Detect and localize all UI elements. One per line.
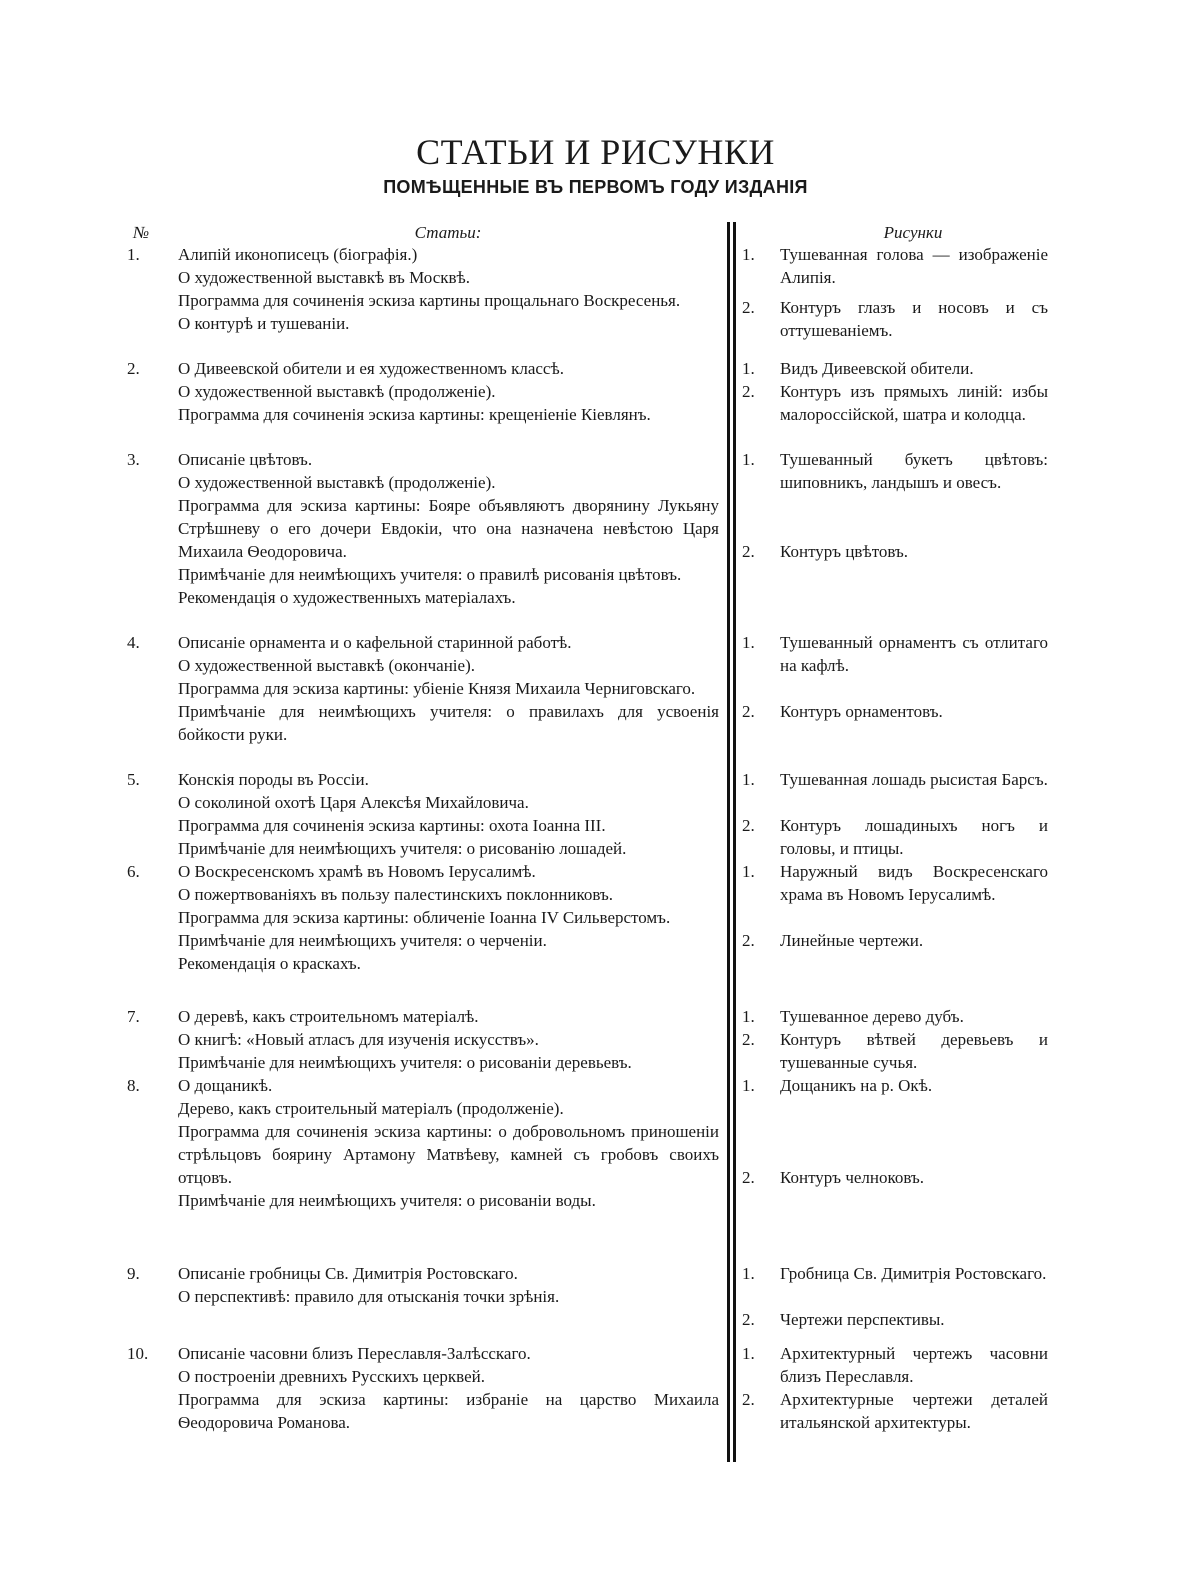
picture-number: 2. [742, 1390, 755, 1409]
article-line: Примѣчаніе для неимѣющихъ учителя: о черченіи. [178, 931, 547, 950]
picture-number: 1. [742, 1344, 755, 1363]
picture-title: Гробница Св. Димитрія Ростовскаго. [780, 1264, 1047, 1283]
picture-number: 2. [742, 931, 755, 950]
article-line: Рекомендація о художественныхъ матеріалахъ. [178, 588, 516, 607]
picture-number: 1. [742, 245, 755, 264]
article-line: Описаніе орнамента и о кафельной старинной работѣ. [178, 633, 572, 652]
article-line: Примѣчаніе для неимѣющихъ учителя: о правилѣ рисованія цвѣтовъ. [178, 565, 682, 584]
article-line: Примѣчаніе для неимѣющихъ учителя: о рисованію лошадей. [178, 839, 627, 858]
picture-number: 1. [742, 633, 755, 652]
article-line: О художественной выставкѣ (окончаніе). [178, 656, 475, 675]
article-line: О художественной выставкѣ въ Москвѣ. [178, 268, 471, 287]
picture-number: 2. [742, 816, 755, 835]
article-line: Программа для эскиза картины: убіеніе Князя Михаила Черниговскаго. [178, 679, 696, 698]
articles-cell [178, 1074, 719, 1212]
article-line: Программа для сочиненія эскиза картины: крещеніеніе Кіевлянъ. [178, 405, 651, 424]
picture-title: Архитектурные чертежи деталей итальянской архитектуры. [780, 1390, 1048, 1432]
page-subtitle: ПОМѢЩЕННЫЕ ВЪ ПЕРВОМЪ ГОДУ ИЗДАНІЯ [383, 177, 808, 197]
article-line: О художественной выставкѣ (продолженіе). [178, 473, 496, 492]
article-line: Примѣчаніе для неимѣющихъ учителя: о правилахъ для усвоенія бойкости руки. [178, 702, 719, 744]
articles-cell [178, 1342, 719, 1434]
picture-number: 1. [742, 770, 755, 789]
article-line: О контурѣ и тушеваніи. [178, 314, 350, 333]
picture-title: Дощаникъ на р. Окѣ. [780, 1076, 933, 1095]
article-line: О Дивеевской обители и ея художественномъ классѣ. [178, 359, 564, 378]
picture-title: Контуръ вѣтвей деревьевъ и тушеванные сучья. [780, 1030, 1048, 1072]
picture-number: 1. [742, 1007, 755, 1026]
article-line: О художественной выставкѣ (продолженіе). [178, 382, 496, 401]
article-line: Программа для эскиза картины: избраніе на царство Михаила Ѳеодоровича Романова. [178, 1390, 719, 1432]
row-number: 7. [127, 1007, 140, 1026]
article-line: Описаніе часовни близъ Переславля-Залѣсскаго. [178, 1344, 531, 1363]
picture-title: Тушеванное дерево дубъ. [780, 1007, 964, 1026]
article-line: Конскія породы въ Россіи. [178, 770, 369, 789]
picture-title: Контуръ челноковъ. [780, 1168, 925, 1187]
article-line: О деревѣ, какъ строительномъ матеріалѣ. [178, 1007, 479, 1026]
picture-number: 1. [742, 359, 755, 378]
row-number: 10. [127, 1344, 149, 1363]
picture-number: 1. [742, 450, 755, 469]
row-number: 8. [127, 1076, 140, 1095]
picture-title: Контуръ лошадиныхъ ногъ и головы, и птицы. [780, 816, 1048, 858]
picture-number: 2. [742, 1168, 755, 1187]
picture-number: 2. [742, 1310, 755, 1329]
article-line: Программа для эскиза картины: обличеніе Іоанна IV Сильверстомъ. [178, 908, 671, 927]
page-title: СТАТЬИ И РИСУНКИ [416, 132, 775, 172]
row-number: 6. [127, 862, 140, 881]
picture-title: Видъ Дивеевской обители. [780, 359, 974, 378]
picture-title: Тушеванная лошадь рысистая Барсъ. [780, 770, 1048, 789]
articles-cell [178, 631, 719, 746]
picture-title: Чертежи перспективы. [780, 1310, 945, 1329]
article-line: О Воскресенскомъ храмѣ въ Новомъ Іерусалимѣ. [178, 862, 536, 881]
article-line: Программа для сочиненія эскиза картины: охота Іоанна III. [178, 816, 606, 835]
article-line: Программа для эскиза картины: Бояре объявляютъ дворянину Лукьяну Стрѣшневу о его дочери Евдокіи, что она назначена невѣстою Царя Михаила Ѳеодоровича. [178, 496, 719, 561]
articles-column-header: Статьи: [414, 223, 482, 242]
articles-cell [178, 1005, 719, 1074]
picture-title: Архитектурный чертежъ часовни близъ Переславля. [780, 1344, 1048, 1386]
article-line: О дощаникѣ. [178, 1076, 273, 1095]
row-number: 1. [127, 245, 140, 264]
article-line: Описаніе гробницы Св. Димитрія Ростовскаго. [178, 1264, 518, 1283]
articles-cell [178, 243, 719, 335]
articles-cell [178, 448, 719, 609]
pictures-column-header: Рисунки [883, 223, 943, 242]
picture-title: Контуръ орнаментовъ. [780, 702, 943, 721]
row-number: 2. [127, 359, 140, 378]
row-number: 3. [127, 450, 140, 469]
picture-number: 2. [742, 542, 755, 561]
article-line: О соколиной охотѣ Царя Алексѣя Михайловича. [178, 793, 529, 812]
picture-number: 1. [742, 1076, 755, 1095]
picture-number: 2. [742, 298, 755, 317]
picture-title: Контуръ цвѣтовъ. [780, 542, 909, 561]
row-number: 9. [127, 1264, 140, 1283]
articles-cell [178, 1262, 719, 1308]
double-column-divider [727, 222, 737, 1462]
article-line: Описаніе цвѣтовъ. [178, 450, 313, 469]
number-column-header: № [133, 223, 150, 242]
row-number: 4. [127, 633, 140, 652]
article-line: Рекомендація о краскахъ. [178, 954, 361, 973]
article-line: Программа для сочиненія эскиза картины: о добровольномъ приношеніи стрѣльцовъ боярину Артамону Матвѣеву, камней съ гробовъ своихъ отцовъ. [178, 1122, 719, 1187]
picture-number: 2. [742, 702, 755, 721]
picture-title: Контуръ изъ прямыхъ линій: избы малороссійской, шатра и колодца. [780, 382, 1048, 424]
article-line: Примѣчаніе для неимѣющихъ учителя: о рисованіи деревьевъ. [178, 1053, 632, 1072]
picture-title: Тушеванная голова — изображеніе Алипія. [780, 245, 1048, 287]
picture-number: 1. [742, 862, 755, 881]
articles-cell [178, 768, 719, 860]
picture-title: Линейные чертежи. [780, 931, 924, 950]
article-line: О построеніи древнихъ Русскихъ церквей. [178, 1367, 485, 1386]
picture-title: Контуръ глазъ и носовъ и съ оттушеваніемъ. [780, 298, 1048, 340]
article-line: Примѣчаніе для неимѣющихъ учителя: о рисованіи воды. [178, 1191, 596, 1210]
article-line: Алипій иконописецъ (біографія.) [178, 245, 418, 264]
articles-cell [178, 860, 719, 975]
row-number: 5. [127, 770, 140, 789]
article-line: Программа для сочиненія эскиза картины прощальнаго Воскресенья. [178, 291, 681, 310]
article-line: О перспективѣ: правило для отысканія точки зрѣнія. [178, 1287, 560, 1306]
picture-number: 2. [742, 382, 755, 401]
articles-cell [178, 357, 719, 426]
picture-title: Тушеванный орнаментъ съ отлитаго на кафлѣ. [780, 633, 1048, 675]
picture-title: Тушеванный букетъ цвѣтовъ: шиповникъ, ландышъ и овесъ. [780, 450, 1048, 492]
picture-title: Наружный видъ Воскресенскаго храма въ Новомъ Іерусалимѣ. [780, 862, 1048, 904]
article-line: Дерево, какъ строительный матеріалъ (продолженіе). [178, 1099, 564, 1118]
picture-number: 2. [742, 1030, 755, 1049]
article-line: О пожертвованіяхъ въ пользу палестинскихъ поклонниковъ. [178, 885, 614, 904]
picture-number: 1. [742, 1264, 755, 1283]
article-line: О книгѣ: «Новый атласъ для изученія искусствъ». [178, 1030, 539, 1049]
